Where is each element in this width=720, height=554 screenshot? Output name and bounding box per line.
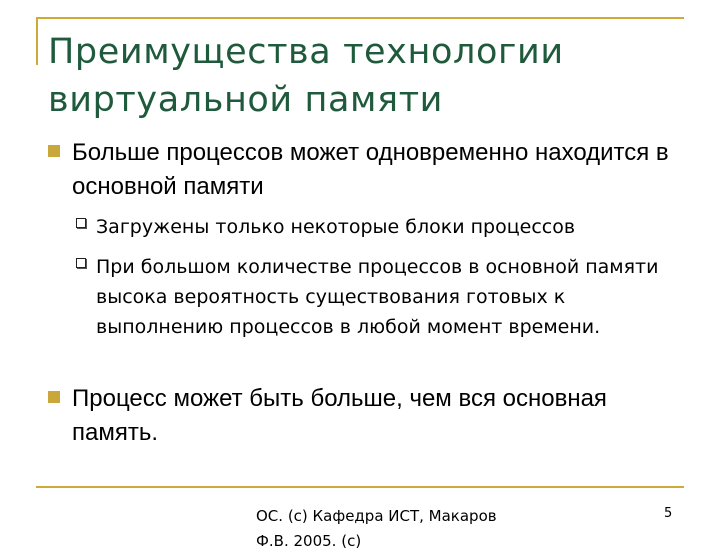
top-rule [36, 17, 684, 19]
hollow-square-bullet-icon [76, 218, 86, 228]
bullet-2-text: Процесс может быть больше, чем вся основная память. [72, 385, 607, 446]
sub-bullet-2-text: При большом количестве процессов в основной памяти высока вероятность существования готовых к выполнению процессов в любой момент времени. [96, 256, 659, 338]
footer-text: ОС. (с) Кафедра ИСТ, Макаров Ф.В. 2005. (с) [256, 507, 497, 550]
hollow-square-bullet-icon [76, 258, 86, 268]
bottom-rule [36, 486, 684, 488]
square-bullet-icon [48, 145, 60, 157]
square-bullet-icon [48, 391, 60, 403]
sub-bullet-1-text: Загружены только некоторые блоки процессов [96, 216, 576, 238]
page-number: 5 [664, 506, 673, 521]
slide-title: Преимущества технологии виртуальной памяти [48, 32, 564, 120]
left-rule [36, 17, 38, 65]
bullet-1-text: Больше процессов может одновременно находится в основной памяти [72, 139, 669, 200]
